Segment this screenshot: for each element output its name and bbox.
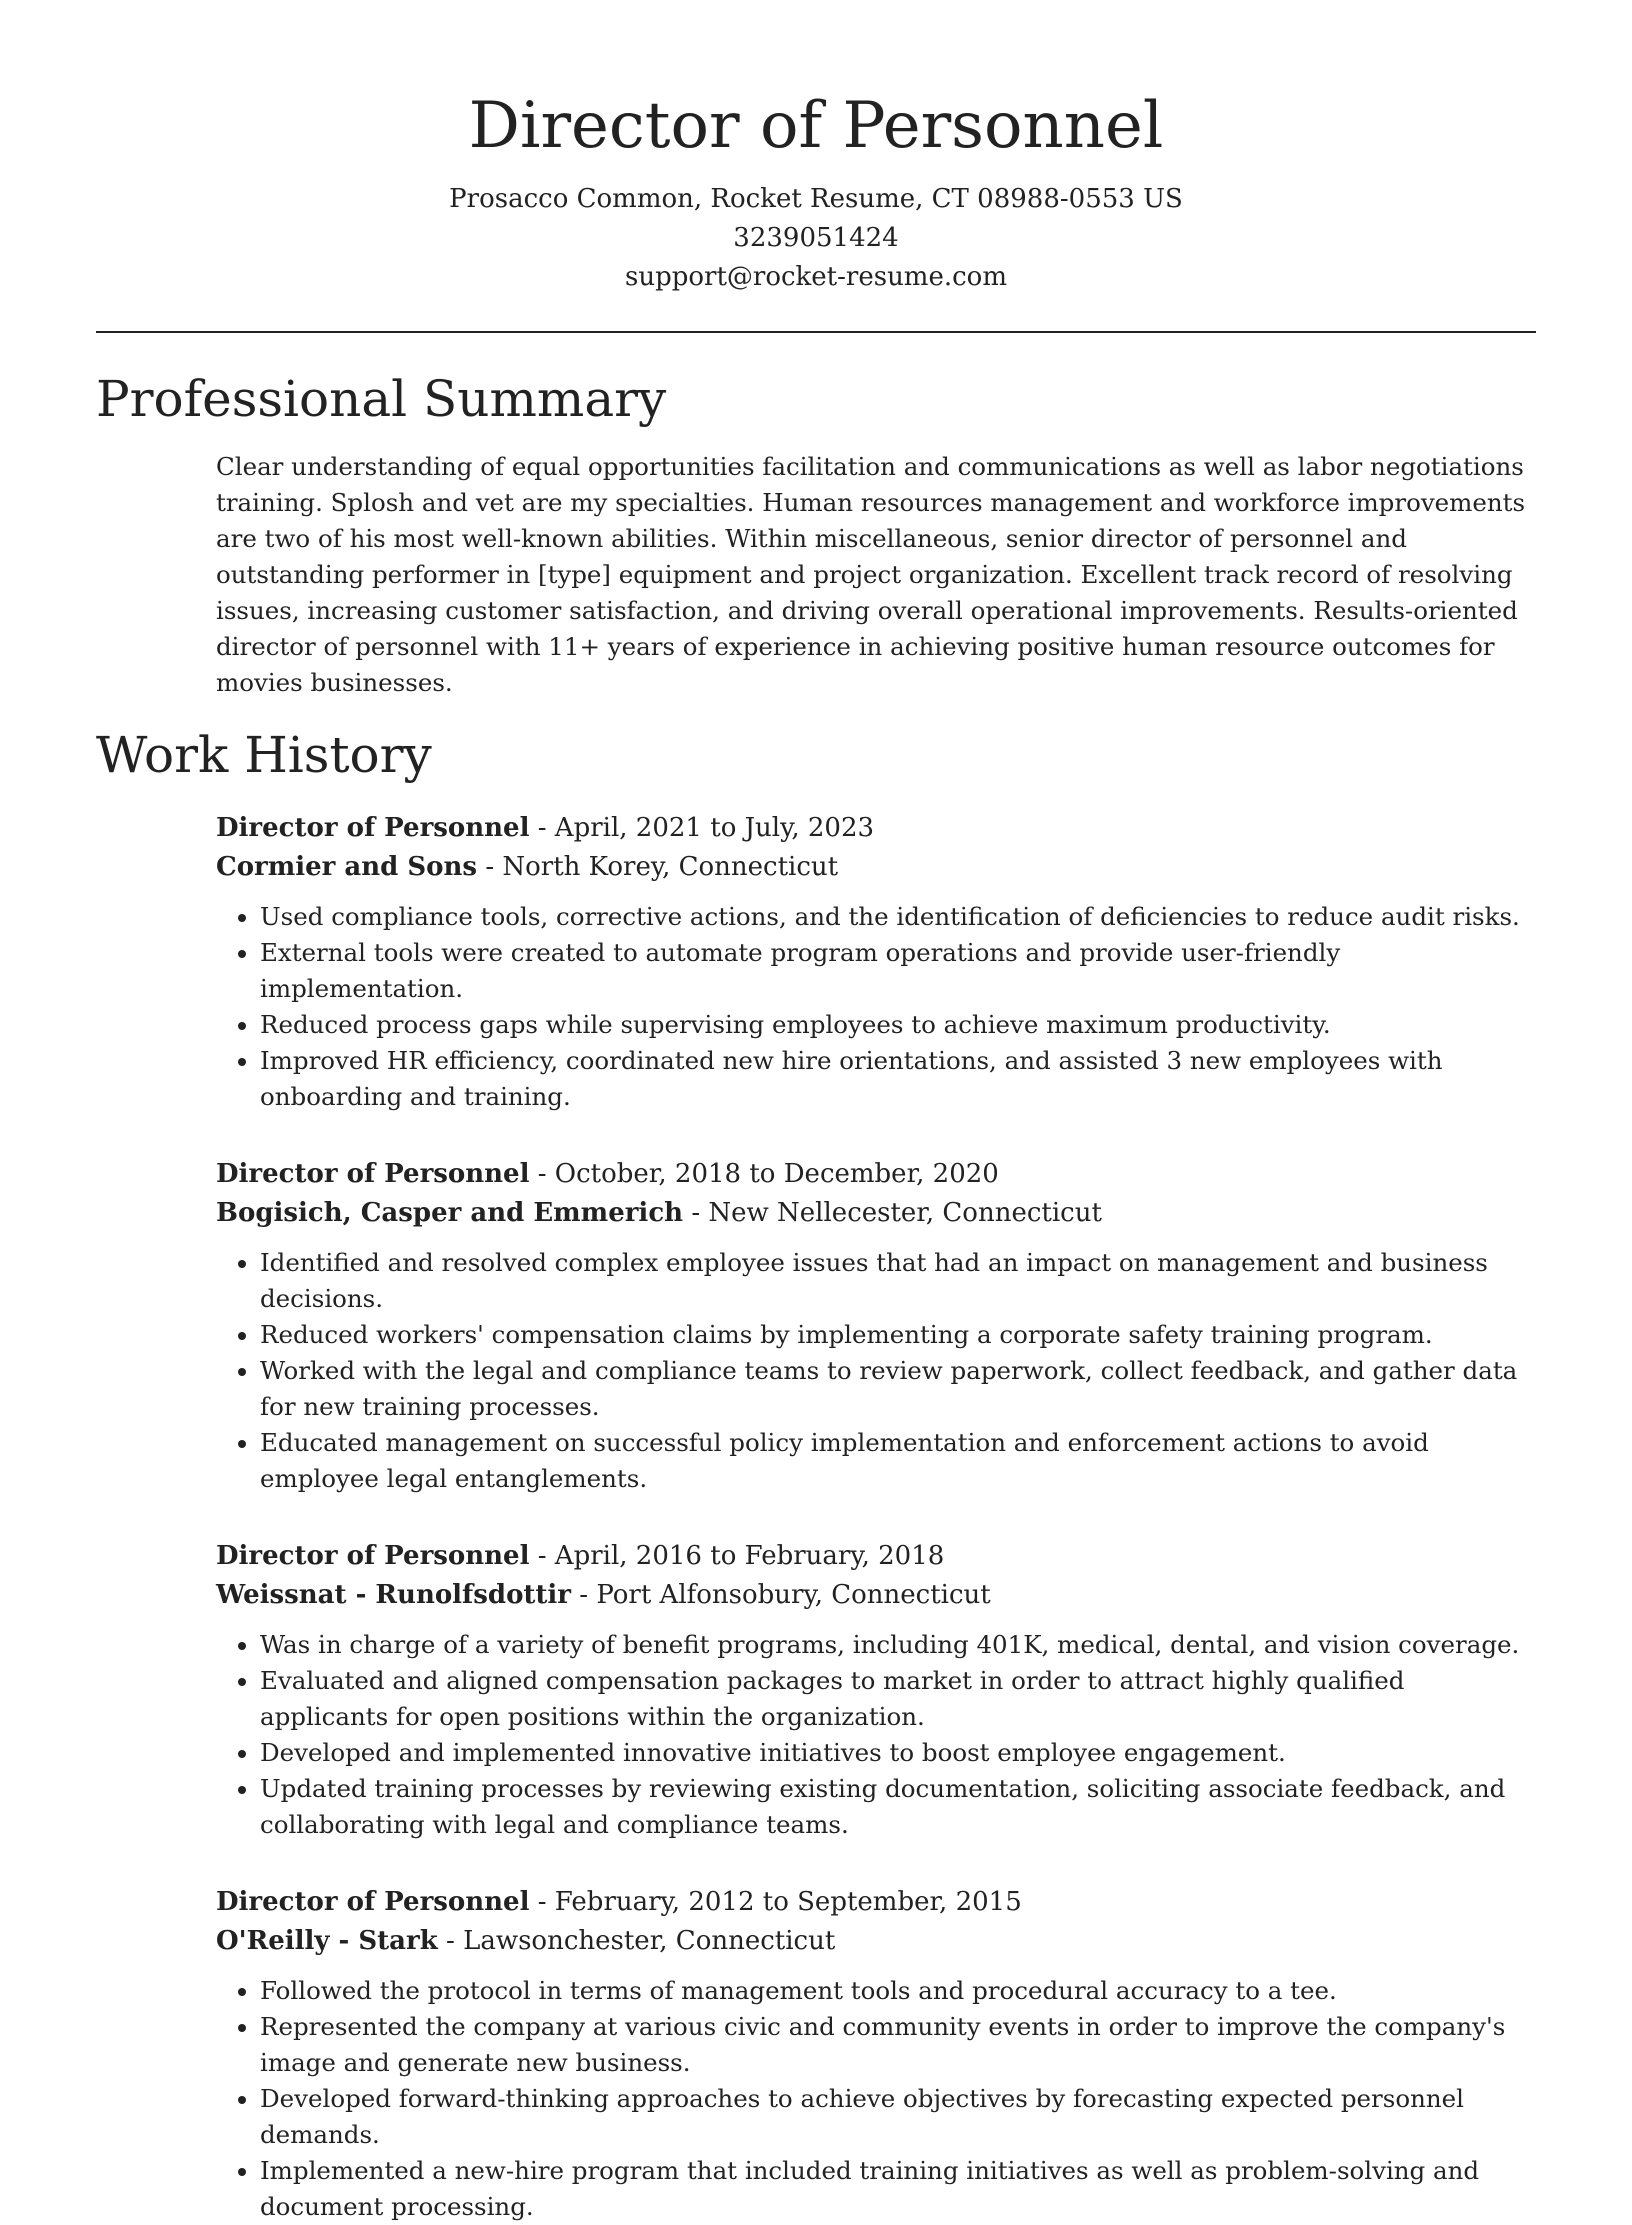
job-entry [216,1155,1536,1497]
job-bullet: • Educated management on successful policy implementation and enforcement actions to avoid employee legal entanglements. [260,1425,1536,1497]
candidate-name: Director of Personnel [468,89,1164,163]
header-divider [96,331,1536,333]
summary-heading: Professional Summary [96,370,667,428]
summary-text: Clear understanding of equal opportunities facilitation and communications as well as labor negotiations training. Splosh and vet are my specialties. Human resources management and workforce improvements are two of his most well-known abilities. Within miscellaneous, senior director of personnel and outstanding performer in [type] equipment and project organization. Excellent track record of resolving issues, increasing customer satisfaction, and driving overall operational improvements. Results-oriented director of personnel with 11+ years of experience in achieving positive human resource outcomes for movies businesses. [216,452,1526,697]
work-history-list [216,809,1536,2225]
job-title-line [216,1155,1536,1194]
job-company-line [216,1194,1536,1233]
contact-address: Prosacco Common, Rocket Resume, CT 08988-0553 US [449,184,1183,214]
job-bullet: • Was in charge of a variety of benefit programs, including 401K, medical, dental, and vision coverage. [260,1627,1536,1663]
job-bullet: • External tools were created to automate program operations and provide user-friendly implementation. [260,935,1536,1007]
job-dates: - October, 2018 to December, 2020 [529,1159,999,1189]
resume-page [96,0,1536,2225]
contact-block [96,180,1536,297]
job-company: Weissnat - Runolfsdottir [216,1580,571,1610]
job-location: - Port Alfonsobury, Connecticut [571,1580,991,1610]
job-bullet: • Represented the company at various civic and community events in order to improve the company's image and generate new business. [260,2009,1536,2081]
job-bullet: • Implemented a new-hire program that included training initiatives as well as problem-solving and document processing. [260,2153,1536,2225]
job-entry [216,809,1536,1115]
job-bullet: • Followed the protocol in terms of management tools and procedural accuracy to a tee. [260,1973,1536,2009]
job-company-line [216,1922,1536,1961]
job-company-line [216,848,1536,887]
job-title-line [216,1537,1536,1576]
job-role: Director of Personnel [216,1887,530,1917]
work-history-heading: Work History [96,726,432,784]
job-bullet: • Improved HR efficiency, coordinated new hire orientations, and assisted 3 new employees with onboarding and training. [260,1043,1536,1115]
job-bullets [216,1973,1536,2225]
job-bullet: • Evaluated and aligned compensation packages to market in order to attract highly qualified applicants for open positions within the organization. [260,1663,1536,1735]
job-bullet: • Developed forward-thinking approaches to achieve objectives by forecasting expected personnel demands. [260,2081,1536,2153]
job-location: - Lawsonchester, Connecticut [437,1926,836,1956]
job-dates: - February, 2012 to September, 2015 [529,1887,1022,1917]
contact-email: support@rocket-resume.com [624,262,1007,292]
job-title-line [216,1883,1536,1922]
job-company: O'Reilly - Stark [216,1926,438,1956]
job-role: Director of Personnel [216,1541,530,1571]
job-bullet: • Reduced process gaps while supervising employees to achieve maximum productivity. [260,1007,1536,1043]
job-bullet: • Developed and implemented innovative initiatives to boost employee engagement. [260,1735,1536,1771]
job-title-line [216,809,1536,848]
resume-header [96,0,1536,297]
job-bullet: • Worked with the legal and compliance teams to review paperwork, collect feedback, and gather data for new training processes. [260,1353,1536,1425]
job-bullets [216,1245,1536,1497]
job-role: Director of Personnel [216,813,530,843]
job-bullet: • Identified and resolved complex employee issues that had an impact on management and business decisions. [260,1245,1536,1317]
job-company: Bogisich, Casper and Emmerich [216,1198,684,1228]
job-company: Cormier and Sons [216,852,478,882]
job-bullet: • Updated training processes by reviewing existing documentation, soliciting associate feedback, and collaborating with legal and compliance teams. [260,1771,1536,1843]
job-dates: - April, 2016 to February, 2018 [529,1541,945,1571]
job-role: Director of Personnel [216,1159,530,1189]
job-entry [216,1883,1536,2225]
job-bullet: • Used compliance tools, corrective actions, and the identification of deficiencies to reduce audit risks. [260,899,1536,935]
job-location: - North Korey, Connecticut [477,852,839,882]
job-company-line [216,1576,1536,1615]
contact-phone: 3239051424 [733,223,899,253]
job-bullet: • Reduced workers' compensation claims by implementing a corporate safety training program. [260,1317,1536,1353]
job-entry [216,1537,1536,1843]
job-bullets [216,1627,1536,1843]
job-location: - New Nellecester, Connecticut [683,1198,1102,1228]
job-dates: - April, 2021 to July, 2023 [529,813,875,843]
job-bullets [216,899,1536,1115]
